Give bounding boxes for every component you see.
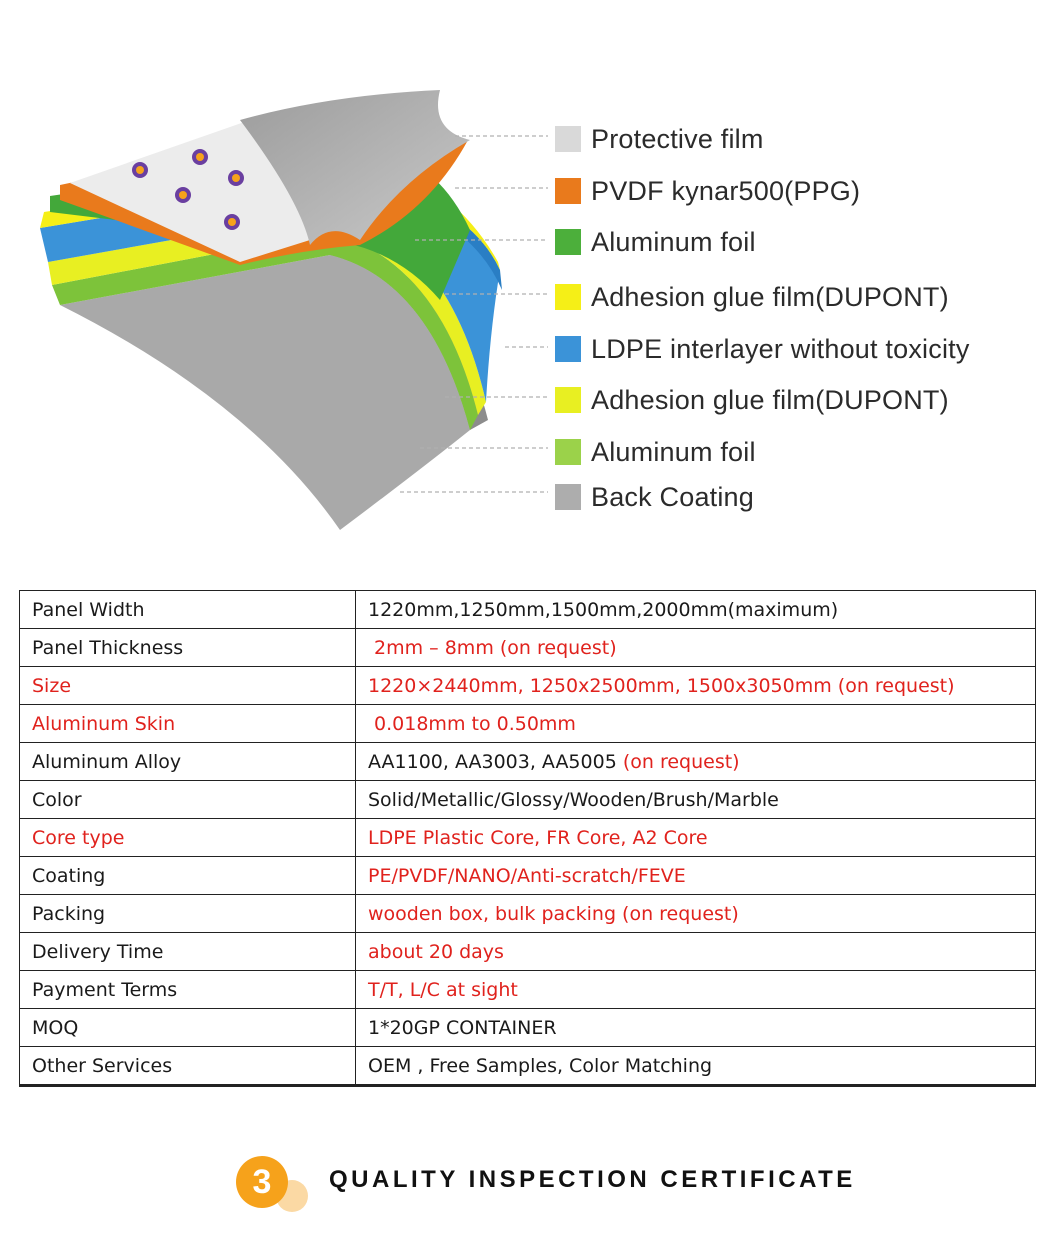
legend-item-adhesion-glue-upper [555,282,949,312]
sunshine-logo-1 [132,162,148,178]
spec-value [356,629,1036,667]
composite-panel-layer-diagram [0,0,1060,580]
spec-value-text: 0.018mm to 0.50mm [368,712,576,735]
table-row [20,895,1036,933]
legend-item-aluminum-foil-upper [555,227,756,257]
table-row [20,781,1036,819]
section-heading [236,1150,856,1220]
legend-label: Aluminum foil [591,436,756,467]
legend-item-protective-film [555,124,764,154]
sunshine-logo-5 [224,214,240,230]
sunshine-logo-3 [175,187,191,203]
spec-label: Panel Width [20,591,356,629]
table-row [20,819,1036,857]
adhesion-glue-swatch [555,284,581,310]
spec-value [356,743,1036,781]
legend-label: Adhesion glue film(DUPONT) [591,281,949,312]
specification-table-body [20,591,1036,1086]
spec-label: Panel Thickness [20,629,356,667]
pvdf-swatch [555,178,581,204]
spec-label: Other Services [20,1047,356,1086]
spec-value [356,705,1036,743]
legend-label: PVDF kynar500(PPG) [591,175,861,206]
spec-value-text: 1*20GP CONTAINER [368,1016,557,1039]
spec-value-text: AA1100, AA3003, AA5005 [368,750,617,773]
spec-value [356,1009,1036,1047]
spec-value-text: 2mm – 8mm (on request) [368,636,617,659]
legend-label: Back Coating [591,481,754,512]
ldpe-swatch [555,336,581,362]
spec-value-text: T/T, L/C at sight [368,978,518,1001]
spec-value-text: OEM , Free Samples, Color Matching [368,1054,713,1077]
aluminum-foil-swatch [555,229,581,255]
section-title: QUALITY INSPECTION CERTIFICATE [329,1166,856,1193]
table-row [20,857,1036,895]
legend-label: LDPE interlayer without toxicity [591,333,970,364]
legend-item-pvdf [555,176,860,206]
spec-label: Coating [20,857,356,895]
legend-item-aluminum-foil-lower [555,437,756,467]
table-row [20,1047,1036,1086]
table-row [20,705,1036,743]
spec-label: Packing [20,895,356,933]
spec-value [356,781,1036,819]
legend-label: Adhesion glue film(DUPONT) [591,384,949,415]
spec-value [356,971,1036,1009]
spec-label: MOQ [20,1009,356,1047]
spec-value-text: about 20 days [368,940,504,963]
spec-value-text: PE/PVDF/NANO/Anti-scratch/FEVE [368,864,686,887]
adhesion-glue-swatch [555,387,581,413]
aluminum-foil-swatch [555,439,581,465]
specification-table [19,590,1036,1087]
spec-value-text: 1220×2440mm, 1250x2500mm, 1500x3050mm (on request) [368,674,955,697]
sunshine-logo-4 [228,170,244,186]
table-row [20,1009,1036,1047]
spec-label: Payment Terms [20,971,356,1009]
spec-value [356,895,1036,933]
section-number-badge: 3 [236,1156,288,1208]
spec-value-suffix: (on request) [616,750,740,773]
spec-value [356,591,1036,629]
protective-film-swatch [555,126,581,152]
legend-item-ldpe [555,334,970,364]
spec-label: Size [20,667,356,705]
table-row [20,971,1036,1009]
table-row [20,933,1036,971]
spec-value [356,1047,1036,1086]
table-row [20,591,1036,629]
spec-label: Aluminum Skin [20,705,356,743]
legend-item-adhesion-glue-lower [555,385,949,415]
spec-value-text: 1220mm,1250mm,1500mm,2000mm(maximum) [368,598,839,621]
back-coating-swatch [555,484,581,510]
table-row [20,667,1036,705]
spec-label: Core type [20,819,356,857]
legend-item-back-coating [555,482,754,512]
spec-value [356,819,1036,857]
table-row [20,743,1036,781]
spec-value-text: Solid/Metallic/Glossy/Wooden/Brush/Marble [368,788,779,811]
sunshine-logo-2 [192,149,208,165]
spec-label: Color [20,781,356,819]
spec-value-text: LDPE Plastic Core, FR Core, A2 Core [368,826,708,849]
spec-value [356,667,1036,705]
spec-label: Delivery Time [20,933,356,971]
spec-value-text: wooden box, bulk packing (on request) [368,902,739,925]
spec-value [356,933,1036,971]
table-row [20,629,1036,667]
spec-value [356,857,1036,895]
legend-label: Aluminum foil [591,226,756,257]
spec-label: Aluminum Alloy [20,743,356,781]
legend-label: Protective film [591,123,764,154]
